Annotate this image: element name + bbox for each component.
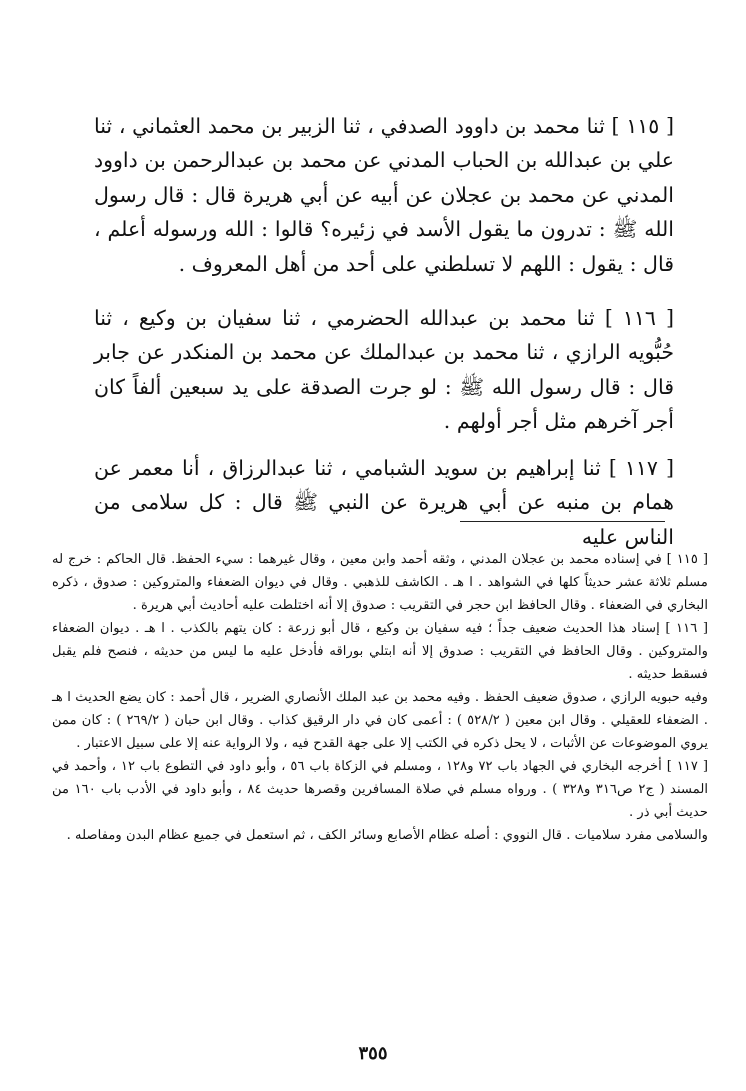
footnote-number: [ ١١٥ ] [666, 552, 708, 567]
footnote-116-continued: وفيه حبويه الرازي ، صدوق ضعيف الحفظ . وفيه محمد بن عبد الملك الأنصاري الضرير ، قال أحمد : كان يضع الحديث ا هـ . الضعفاء للعقيلي . وقال ابن معين ( ٥٢٨/٢ ) : أعمى كان في دار الرقيق كذاب . وقال ابن حبان ( ٢٦٩/٢ ) : كان ممن يروي الموضوعات عن الأثبات ، لا يحل ذكره في الكتب إلا على جهة القدح فيه ، ولا الرواية عنه إلا على سبيل الاعتبار . [52, 690, 708, 751]
hadith-number: [ ١١٧ ] [608, 455, 674, 480]
hadith-text: ثنا محمد بن عبدالله الحضرمي ، ثنا سفيان بن وكيع ، ثنا حُبُّويه الرازي ، ثنا محمد بن عبدالملك عن محمد بن المنكدر عن جابر قال : قال رسول الله ﷺ : لو جرت الصدقة على يد سبعين ألفاً كان أجر آخرهم مثل أجر أولهم . [94, 305, 674, 433]
footnote-text: إسناد هذا الحديث ضعيف جداً ؛ فيه سفيان بن وكيع ، قال أبو زرعة : كان يتهم بالكذب . ا هـ . ديوان الضعفاء والمتروكين . وقال الحافظ في التقريب : صدوق إلا أنه ابتلي بوراقه فأدخل عليه ما ليس من حديثه ، فنصح فلم يقبل فسقط حديثه . [52, 621, 708, 682]
footnote-117 [52, 755, 708, 824]
footnote-text: في إسناده محمد بن عجلان المدني ، وثقه أحمد وابن معين ، وقال غيرهما : سيء الحفظ. قال الحاكم : خرج له مسلم ثلاثة عشر حديثاً كلها في الشواهد . ا هـ . الكاشف للذهبي . وقال في ديوان الضعفاء والمتروكين : صدوق ، ذكره البخاري في الضعفاء . وقال الحافظ ابن حجر في التقريب : صدوق إلا أنه اختلطت عليه أحاديث أبي هريرة . [52, 552, 708, 613]
footnote-separator [460, 521, 665, 522]
hadith-number: [ ١١٦ ] [604, 305, 674, 330]
hadith-117 [94, 451, 674, 555]
hadith-text: ثنا إبراهيم بن سويد الشبامي ، ثنا عبدالرزاق ، أنا معمر عن همام بن منبه عن أبي هريرة عن النبي ﷺ قال : كل سلامى من الناس عليه [94, 455, 674, 549]
footnote-text: أخرجه البخاري في الجهاد باب ٧٢ و١٢٨ ، ومسلم في الزكاة باب ٥٦ ، وأبو داود في التطوع باب ١٢ ، وأحمد في المسند ( ج٢ ص٣١٦ و٣٢٨ ) . ورواه مسلم في صلاة المسافرين وقصرها حديث ٨٤ ، وأبو داود في الأدب باب ١٦٠ من حديث أبي ذر . [52, 759, 709, 820]
footnote-115 [52, 548, 708, 617]
footnote-117-continued: والسلامى مفرد سلاميات . قال النووي : أصله عظام الأصابع وسائر الكف ، ثم استعمل في جميع عظام البدن ومفاصله . [66, 828, 708, 843]
hadith-116 [94, 301, 674, 439]
page-number: ٣٥٥ [358, 1043, 388, 1064]
hadith-text: ثنا محمد بن داوود الصدفي ، ثنا الزبير بن محمد العثماني ، ثنا علي بن عبدالله بن الحباب المدني عن محمد بن عبدالرحمن بن داوود المدني عن محمد بن عجلان عن أبيه عن أبي هريرة قال : قال رسول الله ﷺ : تدرون ما يقول الأسد في زئيره؟ قالوا : الله ورسوله أعلم ، قال : يقول : اللهم لا تسلطني على أحد من أهل المعروف . [94, 113, 674, 276]
footnote-116 [52, 617, 708, 686]
hadith-115 [94, 109, 674, 282]
footnotes [52, 548, 708, 847]
hadith-number: [ ١١٥ ] [611, 113, 674, 138]
footnote-number: [ ١١٧ ] [666, 759, 708, 774]
footnote-number: [ ١١٦ ] [665, 621, 708, 636]
